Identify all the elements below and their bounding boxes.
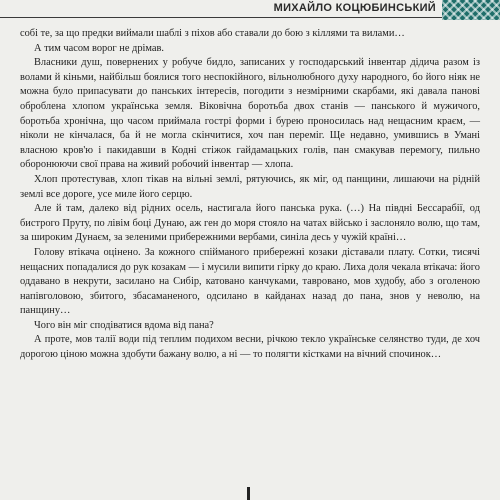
paragraph: Хлоп протестував, хлоп тікав на вільні землі, рятуючись, як міг, од панщини, лишаючи на рідній землі все дороге, усе миле його серцю. [20, 173, 480, 200]
paragraph: А проте, мов талії води під теплим подихом весни, річкою текло українське селянство туди, де хоч дорогою ціною можна здобути бажану волю, а ні — то полягти кістками на вічний спочинок… [20, 334, 480, 361]
paragraph-continuation: собі те, за що предки виймали шаблі з піхов або ставали до бою з кіллями та вилами… [20, 28, 405, 39]
page-edge-mark [247, 487, 250, 500]
paragraph: Власники душ, повернених у робуче бидло, записаних у господарський інвентар дідича разом із волами й кіньми, найбільш боялися того неспокійного, вільнолюбного духу народного, бо його ніяк не можна було припасувати до панських інтересів, погодити з незмірними скарбами, які давала панові оброблена хлопом українська земля. Віковічна боротьба двох станів — панського й мужичого, боротьба хронічна, що часом приймала гострі форми і бурею проносилась над нещасним краєм, — ніколи не кінчалася, ба й не могла скінчитися, хоч пан переміг. Ще недавно, умившись в Умані власною кров'ю і пакидавши в Кодні стіжок гайдамацьких голів, пан смакував перемогу, пильно оборонюючи свої права на живий робочий інвентар — хлопа. [20, 57, 480, 171]
paragraph: Голову втікача оцінено. За кожного спійманого прибережні козаки діставали плату. Сотки, тисячі нещасних попадалися до рук козакам — і мусили випити гірку до краю. Лиха доля чекала втікача: його оддавано в некрути, засилано на Сибір, катовано канчуками, таврованo, мов худобу, або з оголеною напівголовою, збитого, збасаманеного, одсилано в кайданах назад до пана, знов у неволю, на панщину… [20, 246, 480, 317]
header-rule [0, 17, 448, 18]
paragraph: А тим часом ворог не дрімав. [34, 42, 165, 54]
paragraph: Чого він міг сподіватися вдома від пана? [34, 319, 214, 331]
ornament-icon [442, 0, 500, 20]
header-author: МИХАЙЛО КОЦЮБИНСЬКИЙ [273, 2, 436, 14]
body-text [20, 27, 480, 363]
running-header [0, 0, 500, 22]
paragraph: Але й там, далеко від рідних осель, настигала його панська рука. (…) На півдні Бессарабії, од бистрого Пруту, по лівім боці Дунаю, аж ген до моря стояло на чатах військо і заслоняло волю, що там, за широким Дунаєм, за зеленими прибережними вербами, синіла десь у чужій країні… [20, 203, 480, 244]
